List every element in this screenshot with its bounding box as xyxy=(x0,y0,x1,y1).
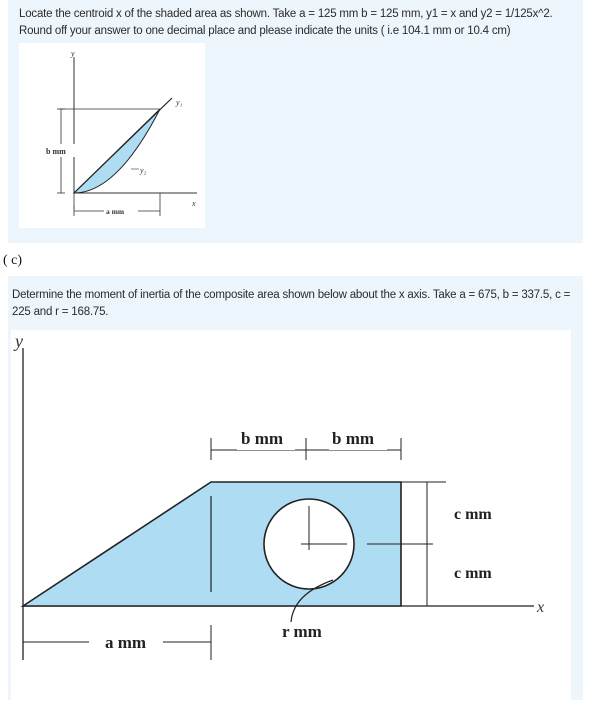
b-dimension-label: b mm xyxy=(46,147,66,156)
b-dimension-label-right: b mm xyxy=(332,429,375,448)
a-dimension-label: a mm xyxy=(105,633,147,652)
question-a-text: Locate the centroid x of the shaded area as shown. Take a = 125 mm b = 125 mm, y1 = x and y2 = 1/125x^2. Round off your answer to one decimal place and please indicate the units ( i.e 104.1 mm or 10.4 cm) xyxy=(19,8,553,37)
a-dimension-label: a mm xyxy=(106,207,125,216)
curve-y2-label: y₂ xyxy=(140,166,147,175)
x-axis-label: x xyxy=(537,599,545,616)
c-dimension-label-bottom: c mm xyxy=(454,565,492,582)
centroid-figure xyxy=(19,43,205,228)
line-y1 xyxy=(74,98,172,193)
curve-y1-label: y₁ xyxy=(176,98,183,107)
centroid-figure-svg xyxy=(19,43,205,228)
question-c-panel xyxy=(8,276,583,700)
composite-area-figure xyxy=(11,330,571,700)
b-dimension-label-left: b mm xyxy=(241,429,284,448)
y-axis-label: y xyxy=(71,49,75,58)
question-c-text: Determine the moment of inertia of the composite area shown below about the x axis. Take a = 675, b = 337.5, c = 225 and r = 168.75. xyxy=(12,289,571,318)
radius-label: r mm xyxy=(282,622,322,641)
composite-area-figure-svg xyxy=(11,330,571,700)
part-c-label: ( c) xyxy=(3,253,23,268)
c-dimension-label-top: c mm xyxy=(454,506,492,523)
question-a-panel xyxy=(8,0,583,243)
y-axis-label: y xyxy=(15,331,23,351)
x-axis-label: x xyxy=(192,199,196,208)
